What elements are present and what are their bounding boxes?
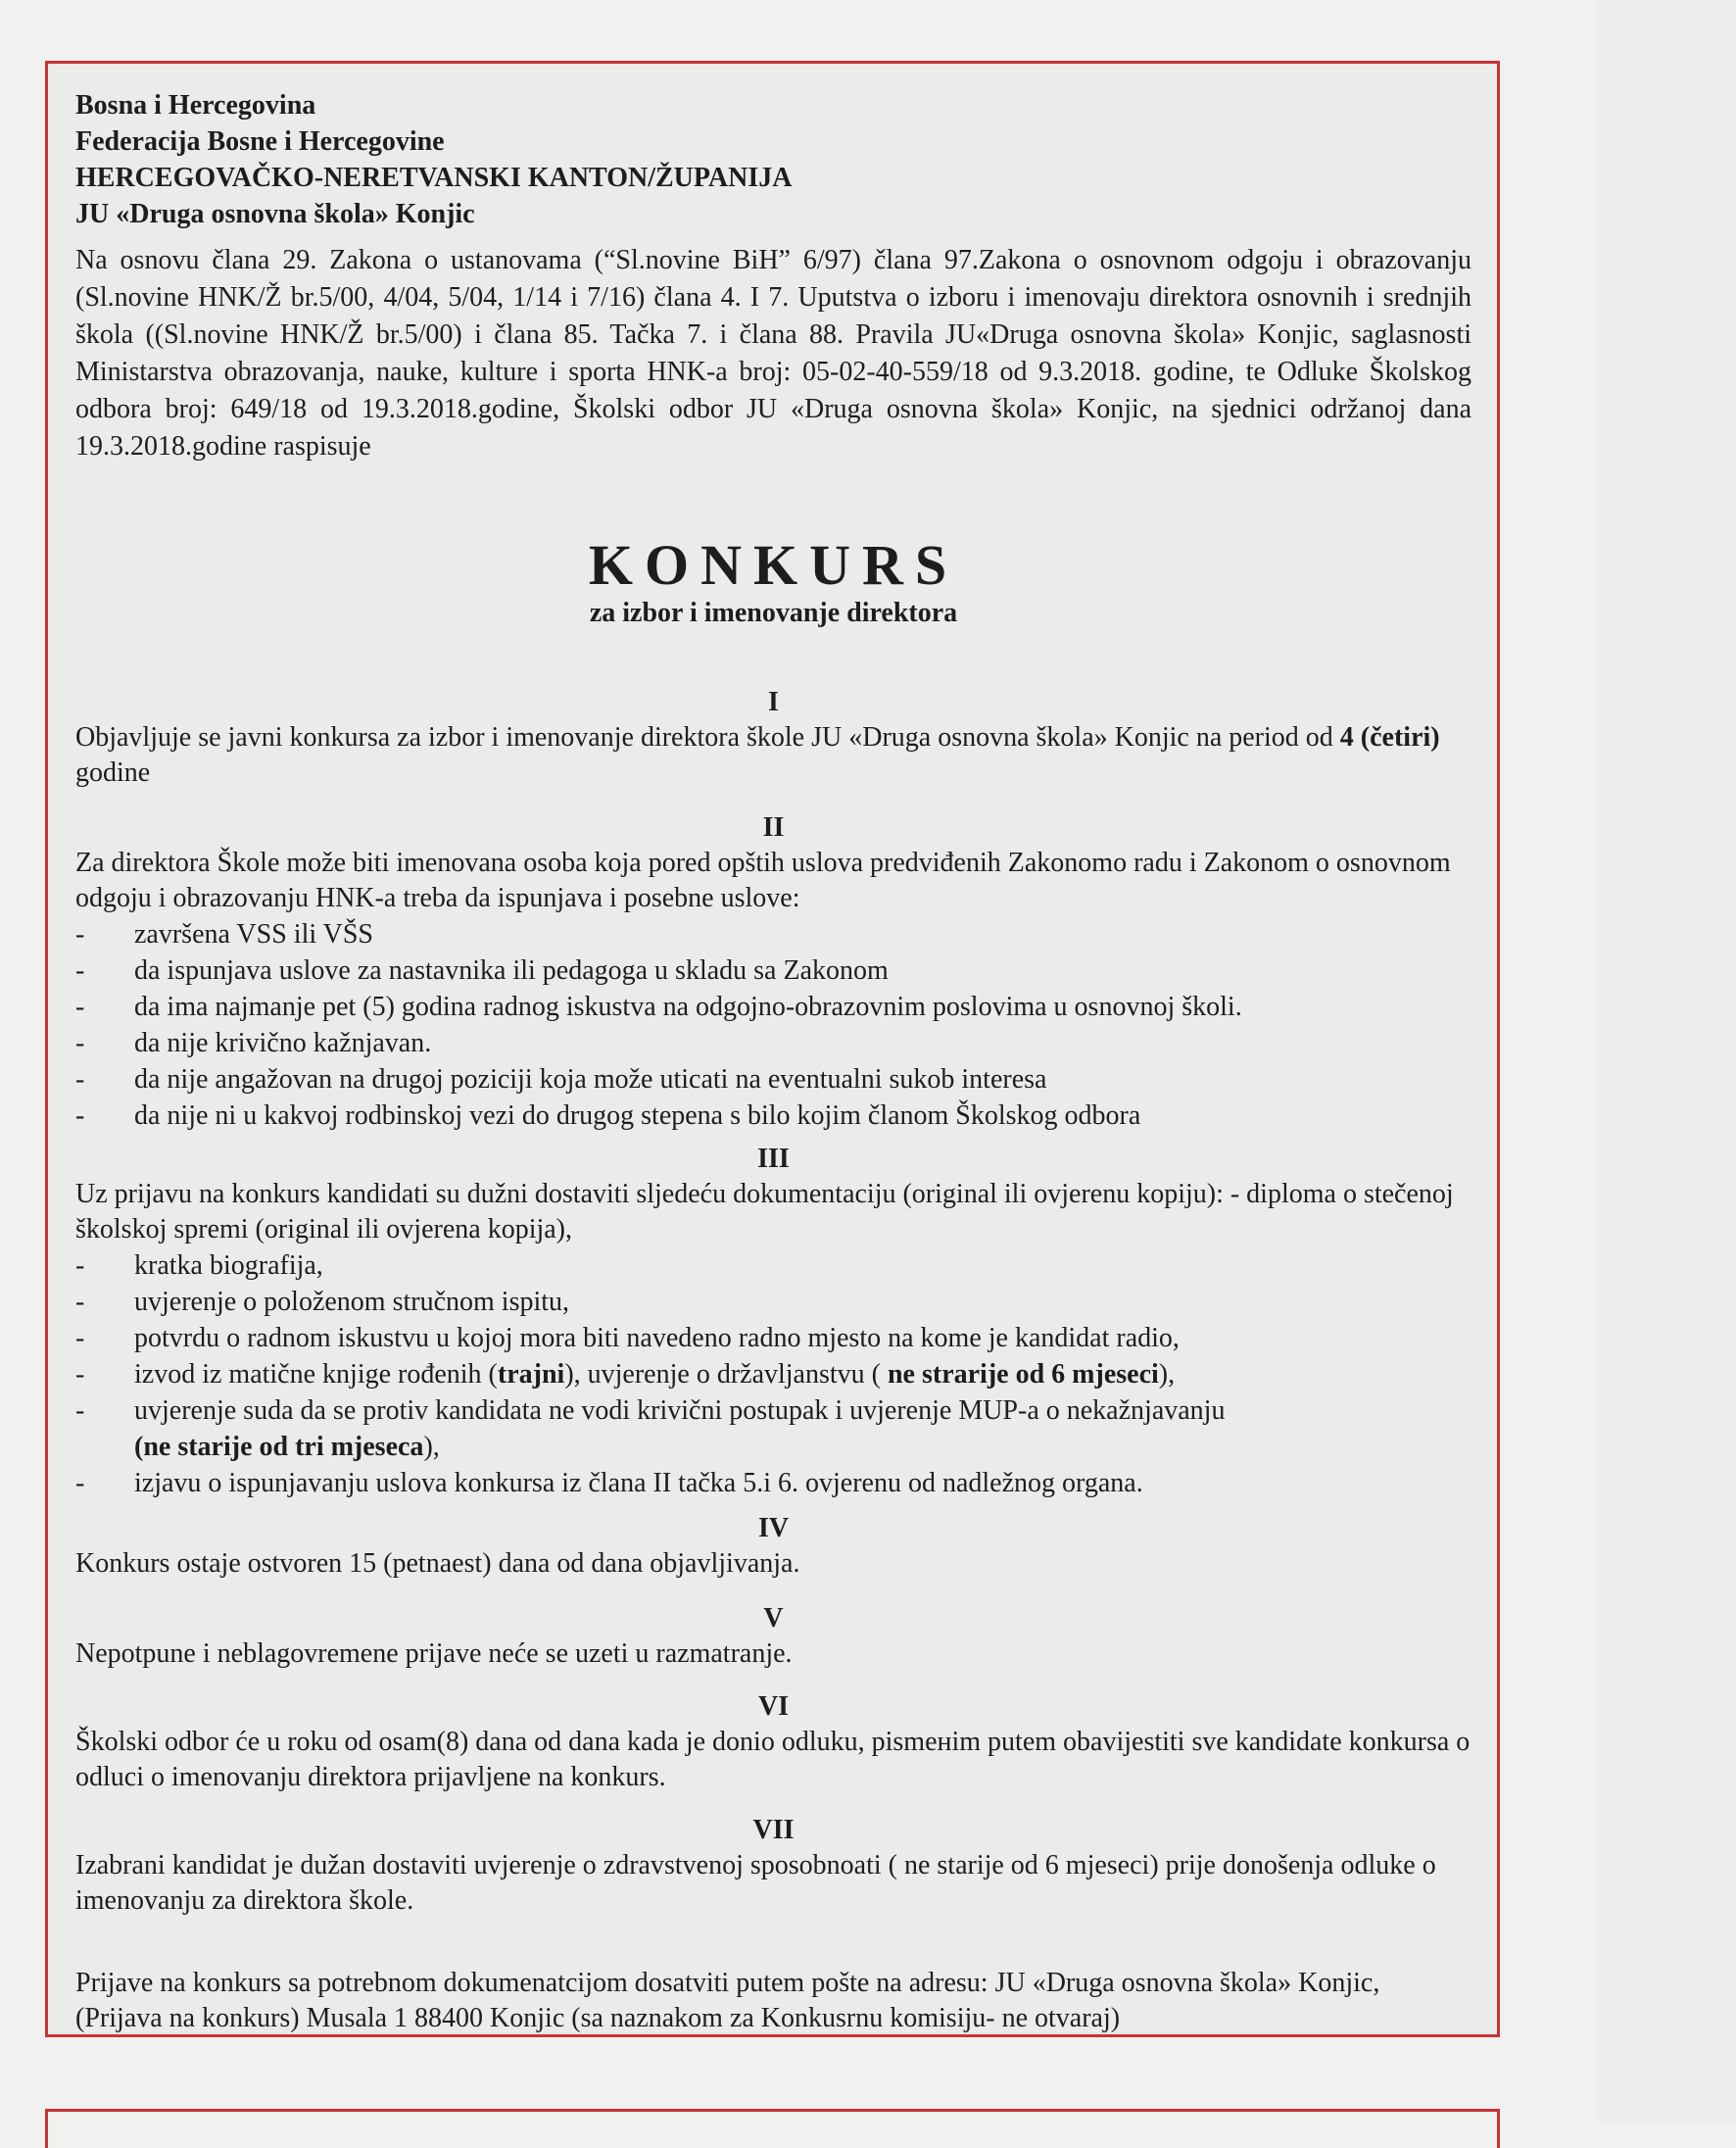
section-I-after: godine bbox=[75, 757, 151, 788]
announcement-content bbox=[75, 87, 1471, 2036]
list-item: - završena VSS ili VŠS bbox=[75, 919, 373, 950]
announcement-frame bbox=[45, 61, 1500, 2037]
list-item: - izvod iz matične knjige rođenih (trajni), uvjerenje o državljanstvu ( ne strarije od 6 mjeseci), bbox=[75, 1359, 1176, 1390]
section-VI-text: Školski odbor će u roku od osam(8) dana od dana kada je donio odluku, pismeнim putem obavijestiti sve kandidate konkursa o odluci o imenovanju direktora prijavljene na konkurs. bbox=[75, 1727, 1471, 1792]
section-V-text: Nepotpune i neblagovremene prijave neće se uzeti u razmatranje. bbox=[75, 1638, 793, 1669]
section-number-II: II bbox=[762, 812, 785, 843]
section-I-body: Objavljuje se javni konkursa za izbor i imenovanje direktora škole JU «Druga osnovna škola» Konjic na period od bbox=[75, 722, 1333, 753]
section-number-VII: VII bbox=[752, 1815, 795, 1845]
list-item: - kratka biografija, bbox=[75, 1250, 323, 1281]
section-I-text bbox=[75, 720, 1471, 791]
list-item: - uvjerenje o položenom stručnom ispitu, bbox=[75, 1287, 570, 1317]
intro-paragraph: Na osnovu člana 29. Zakona o ustanovama (“Sl.novine BiH” 6/97) člana 97.Zakona o osnovnom odgoju i obrazovanju (Sl.novine HNK/Ž br.5/00, 4/04, 5/04, 1/14 i 7/16) člana 4. I 7. Uputstva o izboru i imenovaju direktora osnovnih i srednjih škola ((Sl.novine HNK/Ž br.5/00) i člana 85. Tačka 7. i člana 88. Pravila JU«Druga osnovna škola» Konjic, saglasnosti Ministarstva obrazovanja, nauke, kulture i sporta HNK-a broj: 05-02-40-559/18 od 9.3.2018. godine, te Odluke Školskog odbora broj: 649/18 od 19.3.2018.godine, Školski odbor JU «Druga osnovna škola» Konjic, na sjednici održanoj dana 19.3.2018.godine raspisuje bbox=[75, 245, 1471, 462]
section-number-VI: VI bbox=[757, 1691, 790, 1722]
section-III-list bbox=[75, 1247, 1471, 1501]
list-item: - da ispunjava uslove za nastavnika ili pedagoga u skladu sa Zakonom bbox=[75, 955, 889, 986]
section-II-list bbox=[75, 916, 1471, 1134]
header-canton: HERCEGOVAČKO-NERETVANSKI KANTON/ŽUPANIJA bbox=[75, 163, 793, 193]
page-margin bbox=[1599, 0, 1736, 2122]
header-country: Bosna i Hercegovina bbox=[75, 90, 316, 121]
section-I-period: 4 (četiri) bbox=[1339, 722, 1440, 753]
section-VII-text: Izabrani kandidat je dužan dostaviti uvjerenje o zdravstvenoj sposobnoati ( ne starije od 6 mjeseci) prije donošenja odluke o imenovanju za direktora škole. bbox=[75, 1850, 1436, 1916]
section-number-V: V bbox=[763, 1603, 784, 1634]
document-title: KONKURS bbox=[588, 533, 959, 597]
header-federation: Federacija Bosne i Hercegovine bbox=[75, 126, 445, 157]
list-item: - da nije krivično kažnjavan. bbox=[75, 1028, 432, 1058]
section-number-I: I bbox=[768, 687, 779, 717]
section-IV-text: Konkurs ostaje ostvoren 15 (petnaest) dana od dana objavljivanja. bbox=[75, 1548, 800, 1579]
next-announcement-frame bbox=[45, 2109, 1500, 2148]
list-item: - uvjerenje suda da se protiv kandidata ne vodi krivični postupak i uvjerenje MUP-a o nekažnjavanju (ne starije od tri mjeseca), bbox=[75, 1395, 1226, 1462]
section-III-text: Uz prijavu na konkurs kandidati su dužni dostaviti sljedeću dokumentaciju (original ili ovjerenu kopiju): - diploma o stečenoj školskoj spremi (original ili ovjerena kopija), bbox=[75, 1179, 1454, 1245]
document-subtitle: za izbor i imenovanje direktora bbox=[589, 598, 958, 628]
list-item: - izjavu o ispunjavanju uslova konkursa iz člana II tačka 5.i 6. ovjerenu od nadležnog organa. bbox=[75, 1468, 1143, 1498]
list-item: - da ima najmanje pet (5) godina radnog iskustva na odgojno-obrazovnim poslovima u osnovnoj školi. bbox=[75, 992, 1242, 1022]
list-item: - da nije ni u kakvoj rodbinskoj vezi do drugog stepena s bilo kojim članom Školskog odbora bbox=[75, 1100, 1141, 1131]
section-II-text: Za direktora Škole može biti imenovana osoba koja pored opštih uslova predviđenih Zakonomo radu i Zakonom o osnovnom odgoju i obrazovanju HNK-a treba da ispunjava i posebne uslove: bbox=[75, 848, 1451, 913]
section-number-III: III bbox=[757, 1144, 790, 1174]
header-school: JU «Druga osnovna škola» Konjic bbox=[75, 199, 475, 229]
section-number-IV: IV bbox=[757, 1513, 790, 1543]
closing-paragraph: Prijave na konkurs sa potrebnom dokumenatcijom dosatviti putem pošte na adresu: JU «Druga osnovna škola» Konjic, (Prijava na konkurs) Musala 1 88400 Konjic (sa naznakom za Konkusrnu komisiju- ne otvaraj) bbox=[75, 1968, 1380, 2033]
list-item: - potvrdu o radnom iskustvu u kojoj mora biti navedeno radno mjesto na kome je kandidat radio, bbox=[75, 1323, 1180, 1353]
list-item: - da nije angažovan na drugoj poziciji koja može uticati na eventualni sukob interesa bbox=[75, 1064, 1047, 1095]
